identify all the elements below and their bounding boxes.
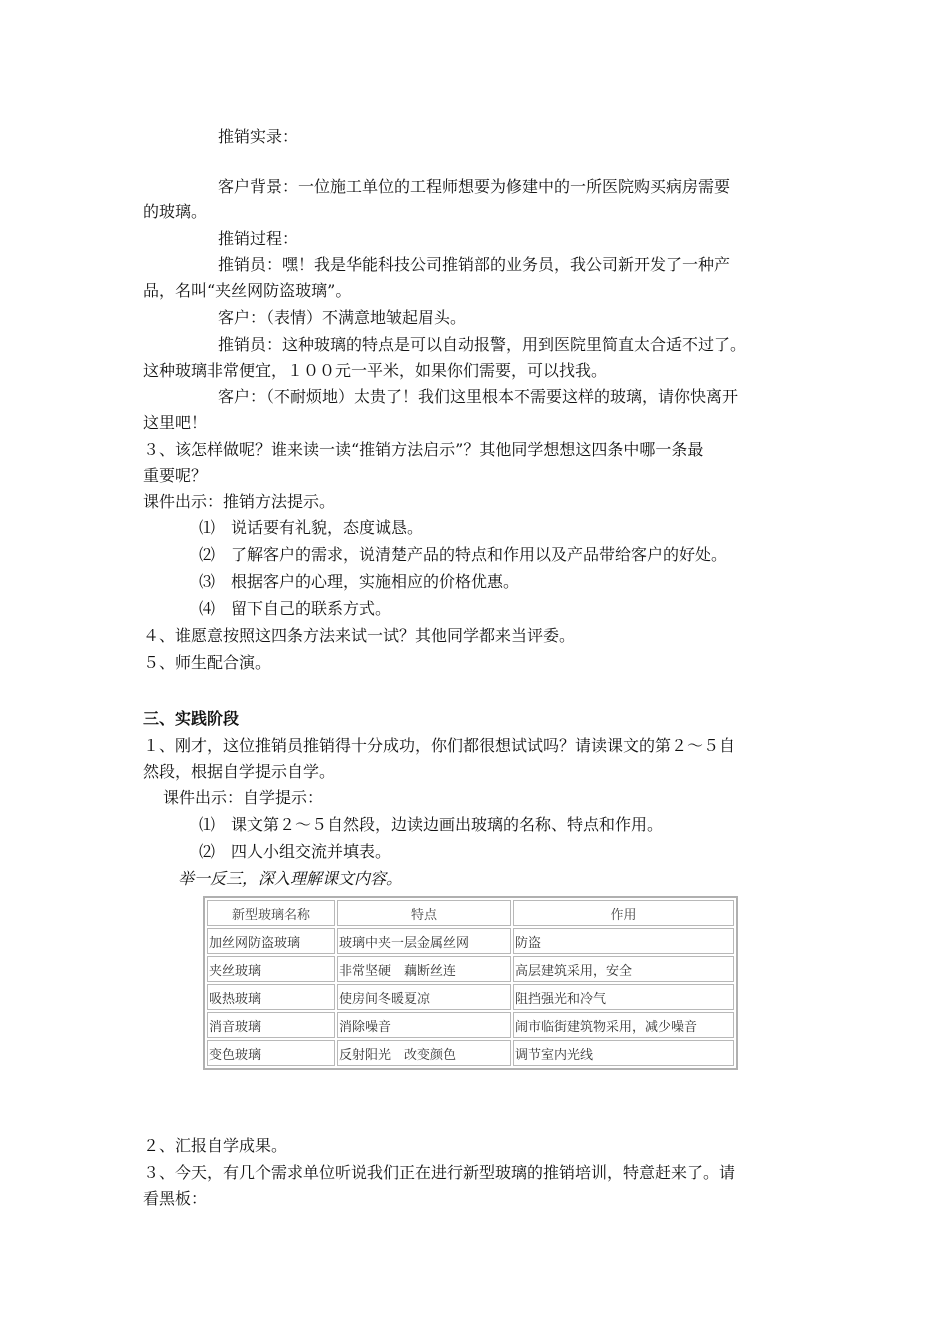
paragraph-line: 客户：（不耐烦地）太贵了！我们这里根本不需要这样的玻璃，请你快离开	[218, 387, 739, 406]
table-row	[207, 1040, 734, 1066]
list-item: ⑷ 留下自己的联系方式。	[199, 599, 392, 618]
paragraph-line: 课件出示：推销方法提示。	[143, 492, 336, 511]
table-row	[207, 928, 734, 954]
table-cell: 非常坚硬 藕断丝连	[337, 956, 511, 982]
list-item: ⑶ 根据客户的心理，实施相应的价格优惠。	[199, 572, 520, 591]
table-row	[207, 956, 734, 982]
paragraph-line: 这里吧！	[143, 413, 208, 432]
table-cell: 闹市临街建筑物采用，减少噪音	[513, 1012, 734, 1038]
table-header-cell: 新型玻璃名称	[207, 900, 335, 926]
table-row	[207, 984, 734, 1010]
paragraph-line: 的玻璃。	[143, 202, 208, 221]
table-cell: 反射阳光 改变颜色	[337, 1040, 511, 1066]
paragraph-line: 这种玻璃非常便宜，１００元一平米，如果你们需要，可以找我。	[143, 361, 608, 380]
paragraph-line: 举一反三，深入理解课文内容。	[178, 869, 403, 888]
section-heading: 三、实践阶段	[143, 709, 240, 728]
table-cell: 调节室内光线	[513, 1040, 734, 1066]
paragraph-line: ３、今天，有几个需求单位听说我们正在进行新型玻璃的推销培训，特意赶来了。请	[143, 1163, 736, 1182]
table-cell: 夹丝玻璃	[207, 956, 335, 982]
list-item: ⑴ 课文第２～５自然段，边读边画出玻璃的名称、特点和作用。	[199, 815, 664, 834]
table-cell: 使房间冬暖夏凉	[337, 984, 511, 1010]
paragraph-line: 看黑板：	[143, 1189, 208, 1208]
table-cell: 加丝网防盗玻璃	[207, 928, 335, 954]
table-cell: 玻璃中夹一层金属丝网	[337, 928, 511, 954]
paragraph-line: ５、师生配合演。	[143, 653, 272, 672]
table-cell: 高层建筑采用，安全	[513, 956, 734, 982]
table-cell: 阻挡强光和冷气	[513, 984, 734, 1010]
paragraph-line: ３、该怎样做呢？谁来读一读“推销方法启示”？其他同学想想这四条中哪一条最	[143, 440, 704, 459]
paragraph-line: 推销员：这种玻璃的特点是可以自动报警，用到医院里简直太合适不过了。	[218, 335, 747, 354]
paragraph-line: 重要呢？	[143, 466, 208, 485]
paragraph-line: 推销员：嘿！我是华能科技公司推销部的业务员，我公司新开发了一种产	[218, 255, 731, 274]
paragraph-line: 客户背景：一位施工单位的工程师想要为修建中的一所医院购买病房需要	[218, 177, 731, 196]
paragraph-line: 课件出示：自学提示：	[163, 788, 324, 807]
table-cell: 变色玻璃	[207, 1040, 335, 1066]
list-item: ⑵ 四人小组交流并填表。	[199, 842, 392, 861]
table-cell: 消音玻璃	[207, 1012, 335, 1038]
glass-types-table	[203, 896, 738, 1070]
table-header-cell: 特点	[337, 900, 511, 926]
table-cell: 防盗	[513, 928, 734, 954]
paragraph-line: 推销过程：	[218, 229, 299, 248]
table-header-row	[207, 900, 734, 926]
paragraph-line: ２、汇报自学成果。	[143, 1136, 288, 1155]
table-cell: 消除噪音	[337, 1012, 511, 1038]
paragraph-line: 品，名叫“夹丝网防盗玻璃”。	[143, 281, 352, 300]
paragraph-line: 然段，根据自学提示自学。	[143, 762, 336, 781]
paragraph-line: １、刚才，这位推销员推销得十分成功，你们都很想试试吗？请读课文的第２～５自	[143, 736, 736, 755]
table-header-cell: 作用	[513, 900, 734, 926]
list-item: ⑴ 说话要有礼貌，态度诚恳。	[199, 518, 424, 537]
table-cell: 吸热玻璃	[207, 984, 335, 1010]
paragraph-line: 推销实录：	[218, 127, 299, 146]
list-item: ⑵ 了解客户的需求，说清楚产品的特点和作用以及产品带给客户的好处。	[199, 545, 728, 564]
paragraph-line: ４、谁愿意按照这四条方法来试一试？其他同学都来当评委。	[143, 626, 576, 645]
paragraph-line: 客户：（表情）不满意地皱起眉头。	[218, 308, 467, 327]
table-row	[207, 1012, 734, 1038]
